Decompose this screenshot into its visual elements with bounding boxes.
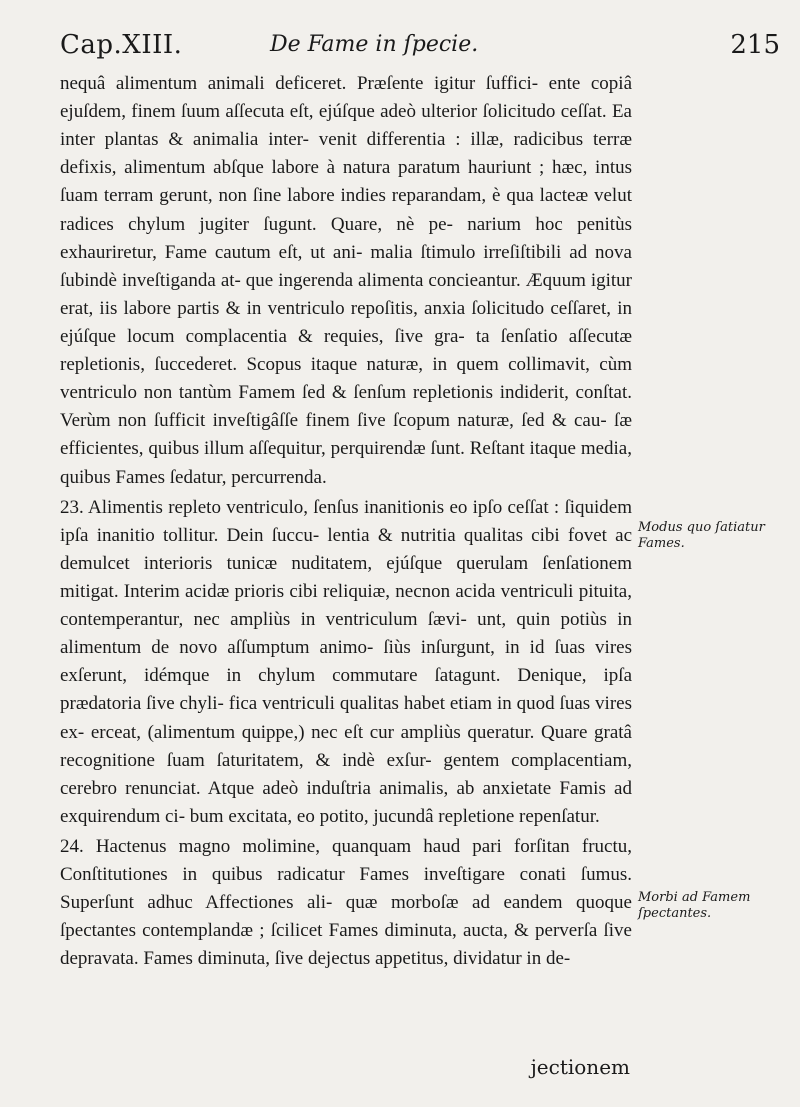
paragraph: 23. Alimentis repleto ventriculo, ſenſus inanitionis eo ipſo ceſſat : ſiquidem ipſa inanitio tollitur. Dein ſuccu- lentia & nutritia qualitas cibi fovet ac demulcet interioris tunicæ nuditatem, ejúſque querulam ſenſationem mitigat. Interim acidæ prioris cibi reliquiæ, necnon acida ventriculi pituita, contemperantur, nec ampliùs in ventriculum ſævi- unt, quin potiùs in alimentum de novo aſſumptum animo- ſiùs inſurgunt, in id ſuas vires exſerunt, idémque in chylum commutare ſatagunt. Denique, ipſa prædatoria ſive chyli- fica ventriculi qualitas habet etiam in quod ſuas vires ex- erceat, (alimentum quippe,) nec eſt cur ampliùs queratur. Quare gratâ recognitione ſuam ſaturitatem, & indè exſur- gentem complacentiam, cerebro renunciat. Atque adeò induſtria animalis, ab anxietate Famis ad exquirendum ci- bum excitata, eo potito, jucundâ repletione repenſatur.	[60, 496, 632, 827]
margin-note: Modus quo ſatiatur Fames.	[638, 520, 765, 552]
main-text	[60, 70, 632, 974]
running-title: De Fame in ſpecie.	[270, 32, 479, 57]
running-header	[60, 22, 780, 62]
margin-note: Morbi ad Famem ſpectantes.	[638, 890, 751, 922]
paragraph: 24. Hactenus magno molimine, quanquam haud pari forſitan fructu, Conſtitutiones in quibus radicatur Fames inveſtigare conati ſumus. Superſunt adhuc Affectiones ali- quæ morboſæ ad eandem quoque ſpectantes contemplandæ ; ſcilicet Fames diminuta, aucta, & perverſa ſive depravata. Fames diminuta, ſive dejectus appetitus, dividatur in de-	[60, 835, 632, 970]
page-number: 215	[730, 30, 780, 60]
paragraph: nequâ alimentum animali deficeret. Præſente igitur ſuffici- ente copiâ ejuſdem, finem ſuum aſſecuta eſt, ejúſque adeò ulterior ſolicitudo ceſſat. Ea inter plantas & animalia inter- venit differentia : illæ, radicibus terræ defixis, alimentum abſque labore à natura paratum hauriunt ; hæc, intus ſuam terram gerunt, non ſine labore indies reparandam, è qua lacteæ velut radices chylum jugiter ſugunt. Quare, nè pe- narium hoc penitùs exhauriretur, Fame cautum eſt, ut ani- malia ſtimulo irreſiſtibili ad nova ſubindè inveſtiganda at- que ingerenda alimenta concieantur. Æquum igitur erat, iis labore partis & in ventriculo repoſitis, anxia ſolicitudo ceſſaret, in ejúſque locum complacentia & requies, ſive gra- ta ſenſatio aſſecutæ repletionis, ſuccederet. Scopus itaque naturæ, in quem collimavit, cùm ventriculo non tantùm Famem ſed & ſenſum repletionis indiderit, conſtat. Verùm non ſufficit inveſtigâſſe finem ſive ſcopum naturæ, ſed & cau- ſæ efficientes, quibus illum aſſequitur, perquirendæ ſunt. Reſtant itaque media, quibus Fames ſedatur, percurrenda.	[60, 73, 632, 488]
catchword: jectionem	[530, 1055, 630, 1079]
chapter-label: Cap.XIII.	[60, 30, 183, 60]
